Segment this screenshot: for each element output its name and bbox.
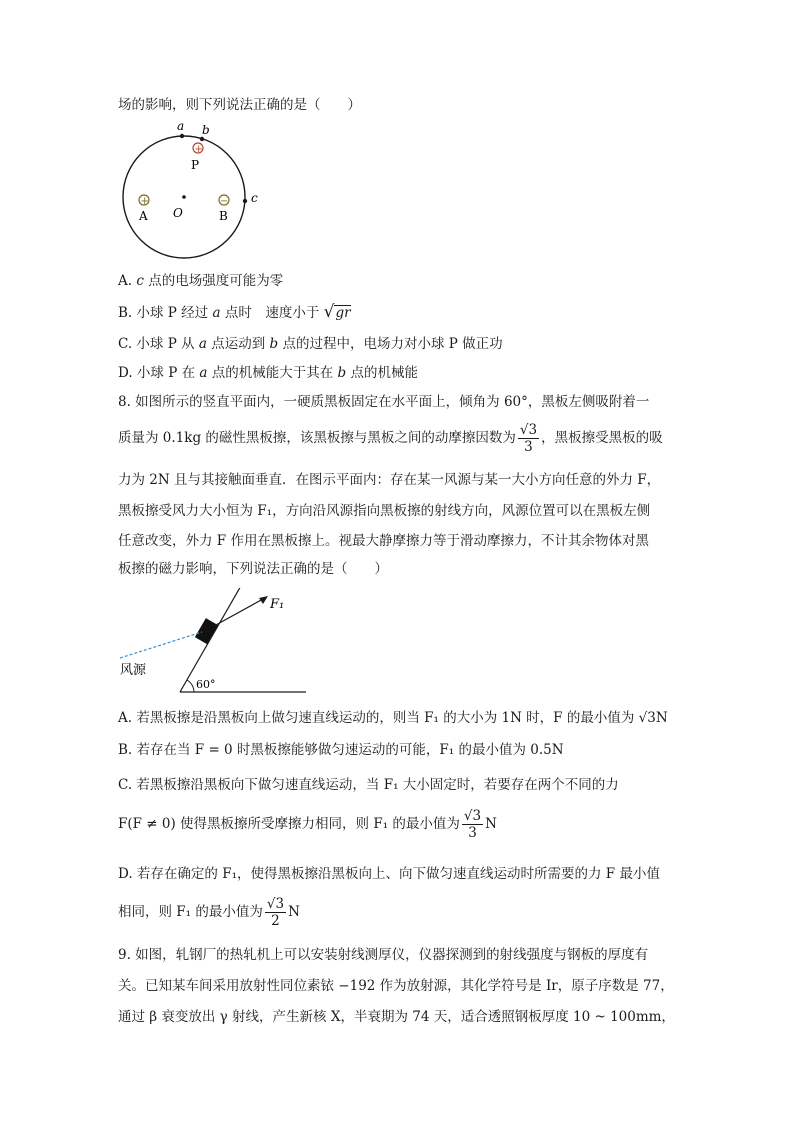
q8-board-figure (118, 588, 318, 700)
board-line (180, 588, 242, 692)
q8-stem-line5: 任意改变，外力 F 作用在黑板擦上。视最大静摩擦力等于滑动摩擦力，不计其余物体对黑 (118, 533, 649, 549)
charge-P-sign: + (194, 144, 203, 155)
q8-option-d-line1: D. 若存在确定的 F₁，使得黑板擦沿黑板向上、向下做匀速直线运动时所需要的力 F 最小值 (118, 866, 660, 882)
point-c (243, 199, 247, 203)
q8-stem-line6: 板擦的磁力影响，下列说法正确的是（ ） (118, 561, 388, 577)
q7-option-a: A. c 点的电场强度可能为零 (118, 273, 284, 289)
q8-stem-line3: 力为 2N 且与其接触面垂直．在图示平面内：存在某一风源与某一大小方向任意的外力 F， (118, 472, 661, 488)
q8-option-a: A. 若黑板擦是沿黑板向上做匀速直线运动的，则当 F₁ 的大小为 1N 时，F 的最小值为 √3N (118, 710, 668, 726)
charge-A-sign: + (140, 196, 149, 207)
charge-B-sign: − (220, 196, 229, 207)
wind-source-label: 风源 (120, 663, 147, 678)
q7-circle-figure (118, 118, 268, 263)
q7-option-d: D. 小球 P 在 a 点的机械能大于其在 b 点的机械能 (118, 365, 418, 381)
q8-option-d-line2: 相同，则 F₁ 的最小值为 $\frac{√3}{2}$ N (118, 896, 300, 929)
fraction: $\frac{√3}{3}$ (519, 422, 538, 455)
q8-stem-line2: 质量为 0.1kg 的磁性黑板擦，该黑板擦与黑板之间的动摩擦因数为 $\frac{√3}{3}$ ，黑板擦受黑板的吸 (118, 422, 663, 455)
q9-stem-line1: 9. 如图，轧钢厂的热轧机上可以安装射线测厚仪，仪器探测到的射线强度与钢板的厚度有 (118, 947, 649, 963)
label-O: O (173, 206, 183, 220)
q7-option-b: B. 小球 P 经过 a 点时 速度小于 √gr (118, 302, 351, 322)
point-b (200, 137, 204, 141)
q7-option-c: C. 小球 P 从 a 点运动到 b 点的过程中，电场力对小球 P 做正功 (118, 336, 503, 352)
angle-label: 60° (196, 678, 216, 691)
label-B: B (219, 209, 228, 223)
q9-stem-line2: 关。已知某车间采用放射性同位素铱 −192 作为放射源，其化学符号是 Ir，原子序数是 77， (118, 978, 674, 994)
q8-option-c-line2: F(F ≠ 0) 使得黑板擦所受摩擦力相同，则 F₁ 的最小值为 $\frac{√3}{3}$ N (118, 808, 497, 841)
label-b: b (202, 123, 210, 137)
label-c: c (251, 191, 258, 205)
force-arrow (214, 599, 263, 626)
label-A: A (139, 209, 148, 223)
force-label: F₁ (270, 597, 285, 612)
point-a (180, 134, 184, 138)
q8-option-b: B. 若存在当 F = 0 时黑板擦能够做匀速运动的可能，F₁ 的最小值为 0.5N (118, 742, 564, 758)
q8-stem-line1: 8. 如图所示的竖直平面内，一硬质黑板固定在水平面上，倾角为 60°，黑板左侧吸附着一 (118, 394, 650, 410)
arrow-head (259, 596, 268, 604)
label-a: a (177, 119, 185, 133)
label-P: P (191, 158, 200, 172)
angle-arc (187, 680, 194, 692)
q7-stem-tail: 场的影响，则下列说法正确的是（ ） (118, 97, 361, 113)
point-O (182, 195, 186, 199)
q8-option-c-line1: C. 若黑板擦沿黑板向下做匀速直线运动，当 F₁ 大小固定时，若要存在两个不同的力 (118, 777, 619, 793)
fraction: $\frac{√3}{2}$ (266, 896, 285, 929)
q8-stem-line4: 黑板擦受风力大小恒为 F₁，方向沿风源指向黑板擦的射线方向，风源位置可以在黑板左侧 (118, 503, 651, 519)
fraction: $\frac{√3}{3}$ (463, 808, 482, 841)
q9-stem-line3: 通过 β 衰变放出 γ 射线，产生新核 X，半衰期为 74 天，适合透照钢板厚度 10 ~ 100mm， (118, 1009, 675, 1025)
wind-ray (120, 632, 202, 658)
